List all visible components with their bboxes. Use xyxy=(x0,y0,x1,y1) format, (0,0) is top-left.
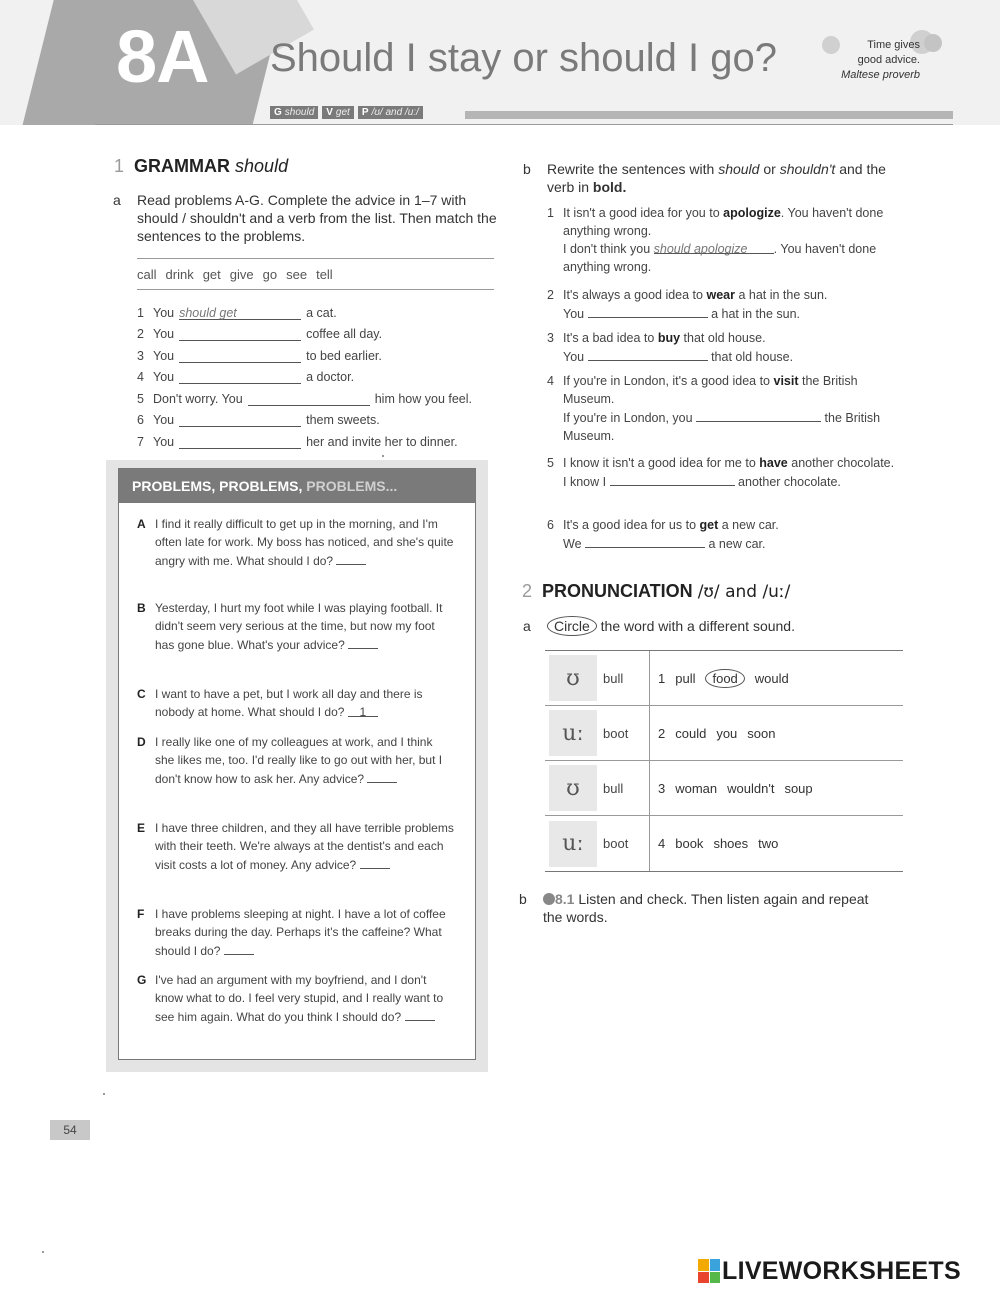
option-word[interactable]: you xyxy=(716,725,738,741)
problem-f: F I have problems sleeping at night. I have a lot of coffee breaks during the day. Perhaps it's the caffeine? What should I do? xyxy=(137,907,446,958)
rewrite-item: 1 It isn't a good idea for you to apologize. You haven't done anything wrong. I don't think you should apologize . You haven't done anything wrong. xyxy=(547,206,884,274)
answer-field[interactable] xyxy=(179,435,301,449)
option-word[interactable]: two xyxy=(758,836,779,851)
audio-icon[interactable] xyxy=(543,893,555,905)
rewrite-answer-field[interactable] xyxy=(588,347,708,361)
rewrite-answer-field[interactable] xyxy=(696,408,821,422)
tag-vocabulary: V get xyxy=(322,106,354,119)
verb: see xyxy=(286,266,308,282)
option-word[interactable]: soup xyxy=(784,780,813,796)
pronunciation-heading: 2 PRONUNCIATION /ʊ/ and /uː/ xyxy=(522,581,791,602)
problems-box xyxy=(118,468,476,1060)
verb-list xyxy=(137,258,494,290)
match-answer-field[interactable] xyxy=(348,635,378,649)
listen-instructions: b 8.1 Listen and check. Then listen again and repeat the words. xyxy=(519,891,869,925)
advice-item: 7 You her and invite her to dinner. xyxy=(137,434,458,449)
match-answer-field[interactable] xyxy=(336,551,366,565)
problem-c: C I want to have a pet, but I work all day and there is nobody at home. What should I do? 1 xyxy=(137,687,423,719)
verb: give xyxy=(229,266,254,282)
advice-item: 1 You should get a cat. xyxy=(137,305,337,320)
sound-table xyxy=(545,650,903,872)
option-word[interactable]: would xyxy=(754,670,789,686)
circle-word: Circle xyxy=(547,616,597,636)
header-band xyxy=(0,0,1000,125)
answer-field[interactable] xyxy=(179,413,301,427)
option-word-circled[interactable]: food xyxy=(705,669,744,688)
header-rule xyxy=(95,124,953,125)
match-answer-field[interactable] xyxy=(360,855,390,869)
answer-field[interactable] xyxy=(248,392,370,406)
option-word[interactable]: could xyxy=(675,725,707,741)
advice-item: 4 You a doctor. xyxy=(137,370,355,384)
verb: drink xyxy=(165,266,194,282)
liveworksheets-watermark: LIVEWORKSHEETS xyxy=(698,1256,961,1286)
verb: call xyxy=(137,266,157,282)
advice-item: 2 You coffee all day. xyxy=(137,327,383,341)
rewrite-answer-field[interactable] xyxy=(588,304,708,318)
match-answer-field[interactable] xyxy=(405,1007,435,1021)
proverb xyxy=(800,38,920,83)
advice-item: 5 Don't worry. You him how you feel. xyxy=(137,391,472,406)
page-number: 54 xyxy=(50,1120,90,1140)
audio-track: 8.1 xyxy=(555,891,575,907)
match-answer-field[interactable]: 1 xyxy=(348,703,378,717)
option-word[interactable]: book xyxy=(675,836,704,851)
rewrite-instructions: b Rewrite the sentences with should or shouldn't and the verb in bold. xyxy=(523,161,886,195)
problem-g: G I've had an argument with my boyfriend, and I don't know what to do. I feel very stupid, and I really want to see him again. What do you think I should do? xyxy=(137,973,444,1024)
rewrite-answer-field[interactable]: should apologize xyxy=(654,240,774,254)
tag-pronunciation: P /ʊ/ and /uː/ xyxy=(358,106,423,119)
pronunciation-instructions: a Circle the word with a different sound. xyxy=(523,618,795,634)
problem-b: B Yesterday, I hurt my foot while I was playing football. It didn't seem very serious at the time, but now my foot has gone blue. What's your advice? xyxy=(137,601,443,652)
grammar-heading: 1 GRAMMAR should xyxy=(114,156,289,176)
sound-row: uː boot 4 book shoes two xyxy=(545,816,903,871)
problem-d: D I really like one of my colleagues at work, and I think she likes me, too. I'd really like to go out with her, but I don't know how to ask her. Any advice? xyxy=(137,735,443,786)
liveworksheets-logo-icon xyxy=(698,1259,720,1283)
advice-item: 3 You to bed earlier. xyxy=(137,348,382,363)
advice-item: 6 You them sweets. xyxy=(137,413,380,427)
answer-field[interactable] xyxy=(179,349,301,363)
problem-e: E I have three children, and they all have terrible problems with their teeth. We're always at the dentist's and each visit costs a lot of money. Any advice? xyxy=(137,821,454,872)
page-title: Should I stay or should I go? xyxy=(270,36,777,80)
focus-tags xyxy=(270,104,423,120)
rewrite-item: 3 It's a bad idea to buy that old house. You that old house. xyxy=(547,331,794,364)
unit-number: 8A xyxy=(116,15,209,98)
option-word[interactable]: woman xyxy=(675,780,718,796)
rewrite-answer-field[interactable] xyxy=(585,534,705,548)
boot-icon: uː xyxy=(549,710,597,756)
verb: tell xyxy=(316,266,333,282)
sound-row: ʊ bull 3 woman wouldn't soup xyxy=(545,761,903,816)
rewrite-answer-field[interactable] xyxy=(610,472,735,486)
verb: go xyxy=(262,266,278,282)
match-answer-field[interactable] xyxy=(224,941,254,955)
rewrite-item: 4 If you're in London, it's a good idea to visit the British Museum. If you're in London, you the British Museum. xyxy=(547,374,881,443)
tag-bar-line xyxy=(465,111,953,119)
bull-icon: ʊ xyxy=(549,655,597,701)
bull-icon: ʊ xyxy=(549,765,597,811)
rewrite-item: 5 I know it isn't a good idea for me to have another chocolate. I know I another chocolate. xyxy=(547,456,895,489)
rewrite-item: 6 It's a good idea for us to get a new car. We a new car. xyxy=(547,518,779,551)
option-word[interactable]: pull xyxy=(675,670,696,686)
problem-a: A I find it really difficult to get up in the morning, and I'm often late for work. My boss has noticed, and she's quite angry with me. What should I do? xyxy=(137,517,454,568)
option-word[interactable]: shoes xyxy=(713,836,749,851)
sound-row: uː boot 2 could you soon xyxy=(545,706,903,761)
advice-items xyxy=(137,298,517,449)
problems-heading: PROBLEMS, PROBLEMS, PROBLEMS... xyxy=(119,469,475,503)
answer-field[interactable]: should get xyxy=(179,306,301,320)
grammar-instructions: a Read problems A-G. Complete the advice in 1–7 with should / shouldn't and a verb from the list. Then match the sentences to the problems. xyxy=(113,192,497,244)
option-word[interactable]: soon xyxy=(747,725,776,741)
tag-grammar: G should xyxy=(270,106,318,119)
proverb-line: good advice. xyxy=(857,54,920,66)
verb: get xyxy=(202,266,221,282)
boot-icon: uː xyxy=(549,821,597,867)
sound-row: ʊ bull 1 pull food would xyxy=(545,651,903,706)
rewrite-item: 2 It's always a good idea to wear a hat in the sun. You a hat in the sun. xyxy=(547,288,828,321)
answer-field[interactable] xyxy=(179,370,301,384)
answer-field[interactable] xyxy=(179,327,301,341)
proverb-source: Maltese proverb xyxy=(841,69,920,81)
proverb-line: Time gives xyxy=(867,39,920,51)
option-word[interactable]: wouldn't xyxy=(727,780,775,796)
match-answer-field[interactable] xyxy=(367,769,397,783)
